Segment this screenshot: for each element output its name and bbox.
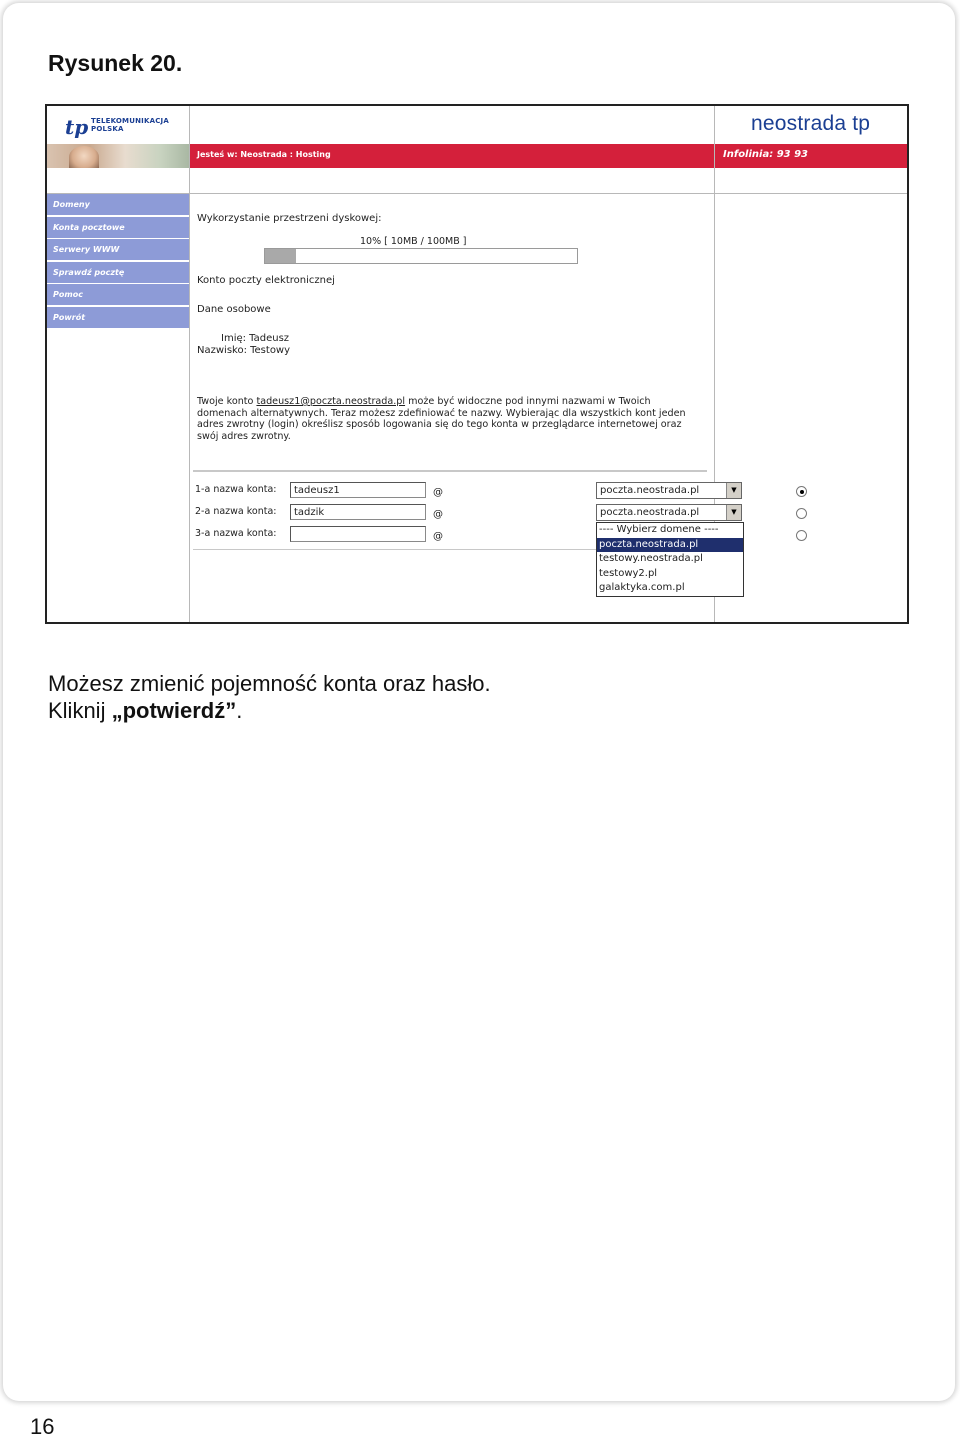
person-image — [69, 146, 99, 168]
disk-usage-bar — [264, 248, 578, 264]
account-2-domain-value: poczta.neostrada.pl — [600, 507, 700, 518]
caption — [48, 670, 491, 724]
disk-usage-label: Wykorzystanie przestrzeni dyskowej: — [197, 213, 382, 224]
brand-logo: neostrada tp — [751, 112, 871, 135]
email-account-heading: Konto poczty elektronicznej — [197, 275, 335, 286]
sidebar-item-domeny[interactable]: Domeny — [47, 194, 189, 215]
sidebar-item-sprawdz-poczte[interactable]: Sprawdź pocztę — [47, 262, 189, 283]
caption-line-2-prefix: Kliknij — [48, 698, 112, 723]
email-link[interactable]: tadeusz1@poczta.neostrada.pl — [256, 396, 406, 407]
account-1-label: 1-a nazwa konta: — [195, 484, 277, 495]
account-1-domain-select[interactable] — [596, 482, 742, 499]
company-name — [91, 117, 169, 133]
account-3-input[interactable] — [290, 526, 426, 542]
account-1-input[interactable]: tadeusz1 — [290, 482, 426, 498]
dropdown-option[interactable]: ---- Wybierz domene ---- — [599, 524, 719, 535]
sidebar-item-konta-pocztowe[interactable]: Konta pocztowe — [47, 217, 189, 238]
sidebar-item-powrot[interactable]: Powrót — [47, 307, 189, 328]
tp-logo-icon: tp — [65, 115, 89, 139]
dropdown-option[interactable]: galaktyka.com.pl — [599, 582, 685, 593]
header-photo — [47, 144, 189, 168]
caption-confirm-word: „potwierdź” — [111, 698, 237, 723]
screenshot-frame — [45, 104, 909, 624]
domain-dropdown-list[interactable] — [596, 522, 744, 597]
dropdown-option-selected[interactable]: poczta.neostrada.pl — [597, 538, 743, 553]
disk-usage-text: 10% [ 10MB / 100MB ] — [360, 236, 467, 247]
caption-line-2-suffix: . — [236, 698, 243, 723]
page-number: 16 — [30, 1414, 55, 1439]
disk-usage-fill — [265, 249, 296, 263]
account-1-radio[interactable] — [796, 486, 807, 497]
dropdown-option[interactable]: testowy2.pl — [599, 567, 658, 579]
breadcrumb: Jesteś w: Neostrada : Hosting — [197, 150, 331, 159]
sidebar-item-serwery-www[interactable]: Serwery WWW — [47, 239, 189, 260]
account-2-radio[interactable] — [796, 508, 807, 519]
caption-line-2 — [48, 697, 491, 724]
header-blank — [190, 106, 714, 144]
account-1-at: @ — [433, 487, 443, 498]
sidebar-item-pomoc[interactable]: Pomoc — [47, 284, 189, 305]
account-2-input[interactable]: tadzik — [290, 504, 426, 520]
info-text-after: może być widoczne pod innymi nazwami w Twoich domenach alternatywnych. Teraz możesz zdefiniować te nazwy. Wybierając dla wszystkich kont jeden adres zwrotny (login) określisz sposób logowania się do tego konta w przeglądarce internetowej oraz swój adres zwrotny. — [197, 396, 686, 442]
account-2-domain-select[interactable] — [596, 504, 742, 521]
account-2-label: 2-a nazwa konta: — [195, 506, 277, 517]
sidebar — [47, 194, 189, 329]
dropdown-option[interactable]: testowy.neostrada.pl — [599, 553, 703, 564]
first-name: Imię: Tadeusz — [221, 333, 290, 344]
account-1-domain-value: poczta.neostrada.pl — [600, 485, 700, 496]
account-3-radio[interactable] — [796, 530, 807, 541]
form-top-divider — [193, 470, 707, 472]
figure-title: Rysunek 20. — [48, 50, 183, 76]
company-name-line-1: TELEKOMUNIKACJA — [91, 117, 169, 125]
dropdown-arrow-icon[interactable]: ▼ — [726, 505, 741, 520]
info-text-before: Twoje konto — [197, 396, 257, 407]
personal-data-heading: Dane osobowe — [197, 304, 271, 315]
account-2-at: @ — [433, 509, 443, 520]
dropdown-arrow-icon[interactable]: ▼ — [726, 483, 741, 498]
column-divider-left — [189, 106, 190, 622]
caption-line-1: Możesz zmienić pojemność konta oraz hasło. — [48, 671, 491, 696]
account-3-at: @ — [433, 531, 443, 542]
last-name: Nazwisko: Testowy — [197, 345, 291, 356]
infolinia: Infolinia: 93 93 — [723, 149, 809, 160]
info-paragraph — [197, 396, 697, 442]
company-name-line-2: POLSKA — [91, 125, 124, 133]
account-3-label: 3-a nazwa konta: — [195, 528, 277, 539]
